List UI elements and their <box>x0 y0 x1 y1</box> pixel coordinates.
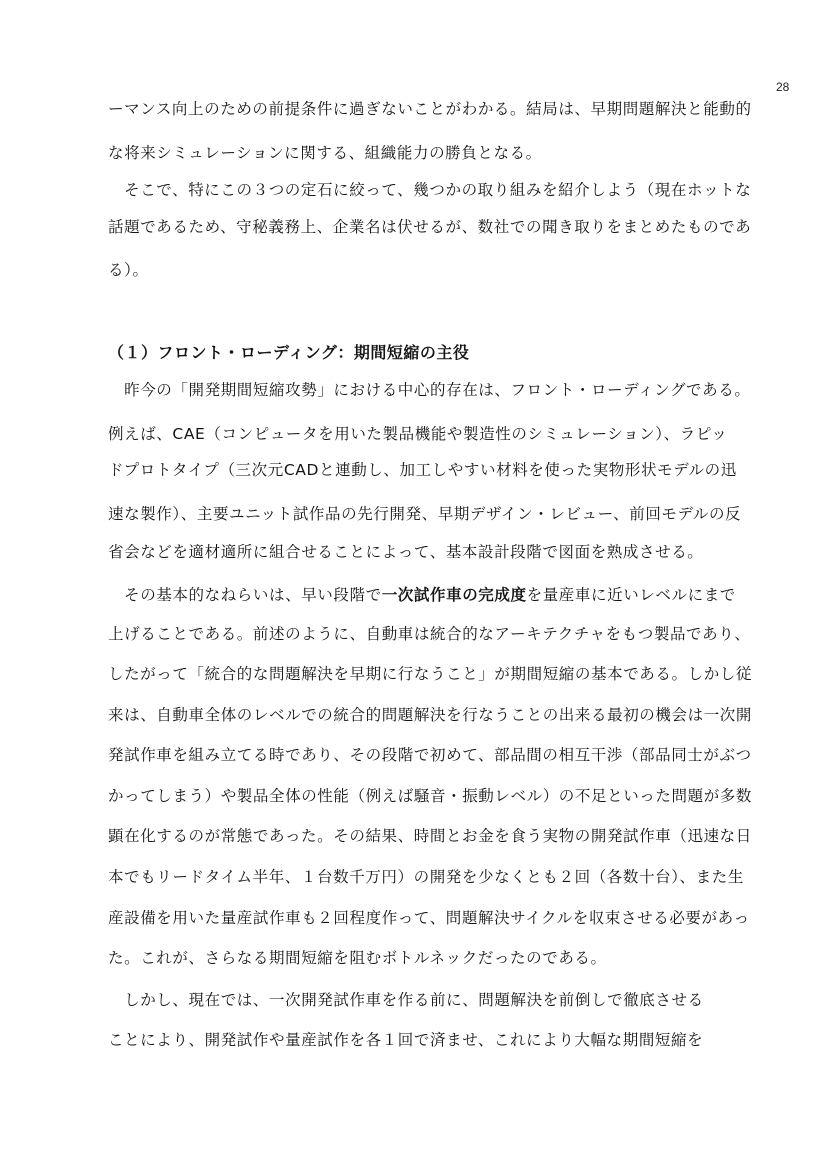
text-line: したがって「統合的な問題解決を早期に行なうこと」が期間短縮の基本である。しかし従 <box>108 665 753 683</box>
text-line: かってしまう）や製品全体の性能（例えば騒音・振動レベル）の不足といった問題が多数 <box>108 787 753 805</box>
page-number: 28 <box>776 80 790 94</box>
text-line: しかし、現在では、一次開発試作車を作る前に、問題解決を前倒しで徹底させる <box>108 991 704 1009</box>
text-line: ドプロトタイプ（三次元CADと連動し、加工しやすい材料を使った実物形状モデルの迅 <box>108 461 737 479</box>
text-line: る）。 <box>108 261 149 279</box>
text-line: 産設備を用いた量産試作車も２回程度作って、問題解決サイクルを収束させる必要があっ <box>108 909 750 927</box>
text-line: 昨今の「開発期間短縮攻勢」における中心的存在は、フロント・ローディングである。 <box>108 381 751 399</box>
text-line: な将来シミュレーションに関する、組織能力の勝負となる。 <box>108 144 542 162</box>
text-segment: その基本的なねらいは、早い段階で <box>108 586 382 604</box>
text-line: 省会などを適材適所に組合せることによって、基本設計段階で図面を熟成させる。 <box>108 543 704 561</box>
text-line: 速な製作）、主要ユニット試作品の先行開発、早期デザイン・レビュー、前回モデルの反 <box>108 505 742 523</box>
section-heading: （１）フロント・ローディング：期間短縮の主役 <box>108 343 470 362</box>
text-line: 上げることである。前述のように、自動車は統合的なアーキテクチャをもつ製品であり、 <box>108 625 751 643</box>
text-line: 発試作車を組み立てる時であり、その段階で初めて、部品間の相互干渉（部品同士がぶつ <box>108 746 752 764</box>
text-line: ことにより、開発試作や量産試作を各１回で済ませ、これにより大幅な期間短縮を <box>108 1031 704 1049</box>
text-line: 例えば、CAE（コンピュータを用いた製品機能や製造性のシミュレーション）、ラピッ <box>108 425 728 443</box>
emphasis-text: 一次試作車の完成度 <box>381 586 527 604</box>
text-line <box>108 585 736 605</box>
text-segment: を量産車に近いレベルにまで <box>526 586 736 604</box>
text-line: 来は、自動車全体のレベルでの統合的問題解決を行なうことの出来る最初の機会は一次開 <box>108 706 753 724</box>
text-line: ーマンス向上のための前提条件に過ぎないことがわかる。結局は、早期問題解決と能動的 <box>108 100 752 118</box>
text-line: 本でもリードタイム半年、１台数千万円）の開発を少なくとも２回（各数十台）、また生 <box>108 868 744 886</box>
text-line: そこで、特にこの３つの定石に絞って、幾つかの取り組みを紹介しよう（現在ホットな <box>108 181 752 199</box>
text-line: た。これが、さらなる期間短縮を阻むボトルネックだったのである。 <box>108 949 607 967</box>
text-line: 顕在化するのが常態であった。その結果、時間とお金を食う実物の開発試作車（迅速な日 <box>108 827 752 845</box>
text-line: 話題であるため、守秘義務上、企業名は伏せるが、数社での聞き取りをまとめたものであ <box>108 218 752 236</box>
